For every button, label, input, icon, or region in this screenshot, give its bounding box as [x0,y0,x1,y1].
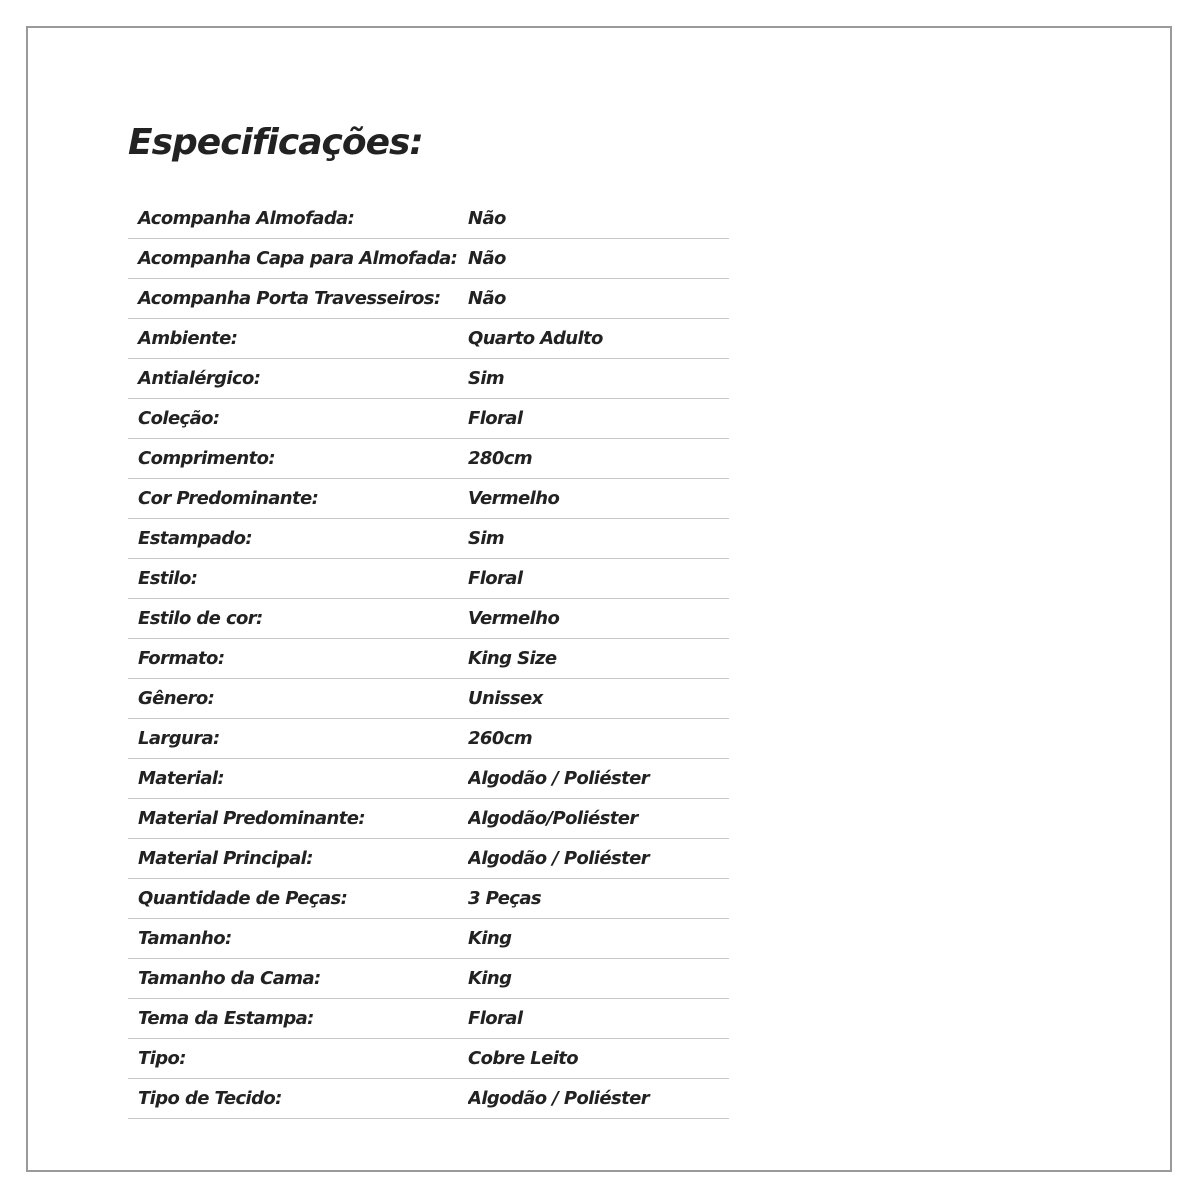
spec-value: Unissex [468,688,543,709]
spec-value: Cobre Leito [468,1048,579,1069]
spec-value: Vermelho [468,488,560,509]
spec-label: Material Principal: [138,848,313,869]
spec-row [128,999,729,1039]
spec-label: Antialérgico: [138,368,261,389]
spec-label: Acompanha Capa para Almofada: [138,248,458,269]
spec-row [128,959,729,999]
spec-value: Não [468,288,506,309]
spec-row [128,719,729,759]
spec-label: Cor Predominante: [138,488,319,509]
spec-row [128,399,729,439]
spec-value: 260cm [468,728,532,749]
spec-row [128,839,729,879]
spec-label: Quantidade de Peças: [138,888,348,909]
spec-value: Algodão/Poliéster [468,808,638,829]
spec-row [128,519,729,559]
spec-label: Acompanha Porta Travesseiros: [138,288,441,309]
spec-value: Floral [468,568,523,589]
spec-row [128,759,729,799]
spec-value: King [468,968,512,989]
spec-row [128,559,729,599]
spec-label: Estilo: [138,568,198,589]
spec-value: Floral [468,1008,523,1029]
spec-value: Algodão / Poliéster [468,768,649,789]
spec-row [128,1039,729,1079]
spec-label: Tamanho da Cama: [138,968,321,989]
spec-label: Tipo de Tecido: [138,1088,282,1109]
spec-value: Não [468,248,506,269]
spec-value: Sim [468,368,505,389]
spec-row [128,479,729,519]
spec-value: 280cm [468,448,532,469]
spec-label: Comprimento: [138,448,276,469]
spec-value: Não [468,208,506,229]
spec-table [128,199,729,1119]
spec-label: Tipo: [138,1048,186,1069]
spec-label: Coleção: [138,408,220,429]
spec-row [128,879,729,919]
spec-card [26,26,1172,1172]
spec-label: Formato: [138,648,225,669]
spec-row [128,599,729,639]
spec-row [128,439,729,479]
spec-row [128,799,729,839]
spec-value: Quarto Adulto [468,328,603,349]
spec-row [128,679,729,719]
spec-label: Material Predominante: [138,808,365,829]
spec-value: Floral [468,408,523,429]
spec-value: King Size [468,648,557,669]
spec-row [128,199,729,239]
spec-row [128,919,729,959]
spec-row [128,279,729,319]
spec-value: Sim [468,528,505,549]
spec-value: Algodão / Poliéster [468,848,649,869]
spec-label: Acompanha Almofada: [138,208,355,229]
spec-value: King [468,928,512,949]
spec-label: Tamanho: [138,928,232,949]
spec-label: Material: [138,768,225,789]
spec-value: Algodão / Poliéster [468,1088,649,1109]
spec-value: Vermelho [468,608,560,629]
spec-row [128,1079,729,1119]
spec-row [128,359,729,399]
spec-row [128,319,729,359]
spec-row [128,239,729,279]
spec-label: Gênero: [138,688,215,709]
page-title: Especificações: [128,122,423,163]
spec-label: Estilo de cor: [138,608,263,629]
spec-label: Tema da Estampa: [138,1008,314,1029]
spec-label: Ambiente: [138,328,238,349]
spec-row [128,639,729,679]
spec-label: Estampado: [138,528,252,549]
spec-value: 3 Peças [468,888,542,909]
spec-label: Largura: [138,728,220,749]
